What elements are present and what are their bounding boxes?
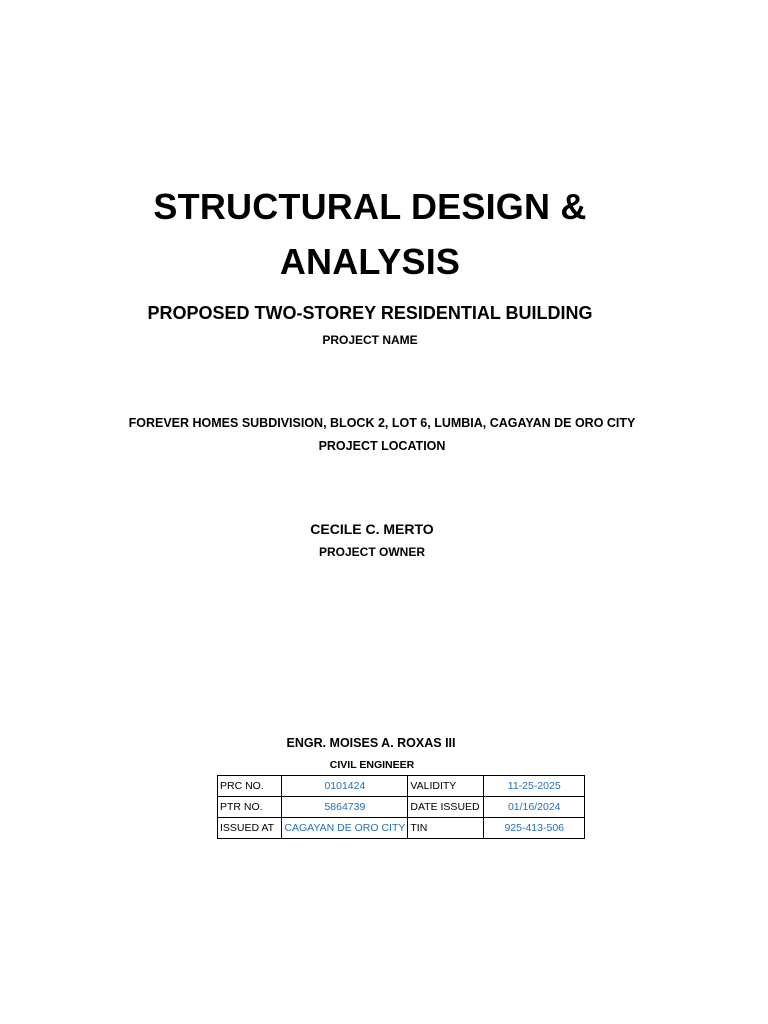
prc-no-value: 0101424 — [282, 776, 408, 797]
project-owner-value: CECILE C. MERTO — [310, 521, 434, 537]
table-row — [218, 818, 585, 839]
issued-at-value: CAGAYAN DE ORO CITY — [282, 818, 408, 839]
date-issued-value: 01/16/2024 — [484, 797, 585, 818]
validity-label: VALIDITY — [408, 776, 484, 797]
project-name-value: PROPOSED TWO-STOREY RESIDENTIAL BUILDING — [147, 303, 593, 323]
date-issued-label: DATE ISSUED — [408, 797, 484, 818]
table-row — [218, 797, 585, 818]
engineer-name: ENGR. MOISES A. ROXAS III — [286, 736, 456, 750]
project-location-value: FOREVER HOMES SUBDIVISION, BLOCK 2, LOT 6, LUMBIA, CAGAYAN DE ORO CITY — [128, 416, 636, 430]
project-owner-caption: PROJECT OWNER — [318, 545, 425, 559]
ptr-no-value: 5864739 — [282, 797, 408, 818]
validity-value: 11-25-2025 — [484, 776, 585, 797]
document-title-line-1: STRUCTURAL DESIGN & — [153, 186, 587, 227]
project-name-caption: PROJECT NAME — [322, 333, 418, 347]
issued-at-label: ISSUED AT — [218, 818, 282, 839]
prc-no-label: PRC NO. — [218, 776, 282, 797]
engineer-credentials-table — [217, 775, 585, 839]
document-title-line-2: ANALYSIS — [279, 241, 461, 282]
table-row — [218, 776, 585, 797]
tin-value: 925-413-506 — [484, 818, 585, 839]
ptr-no-label: PTR NO. — [218, 797, 282, 818]
project-location-caption: PROJECT LOCATION — [318, 439, 446, 453]
tin-label: TIN — [408, 818, 484, 839]
engineer-title: CIVIL ENGINEER — [329, 759, 415, 771]
